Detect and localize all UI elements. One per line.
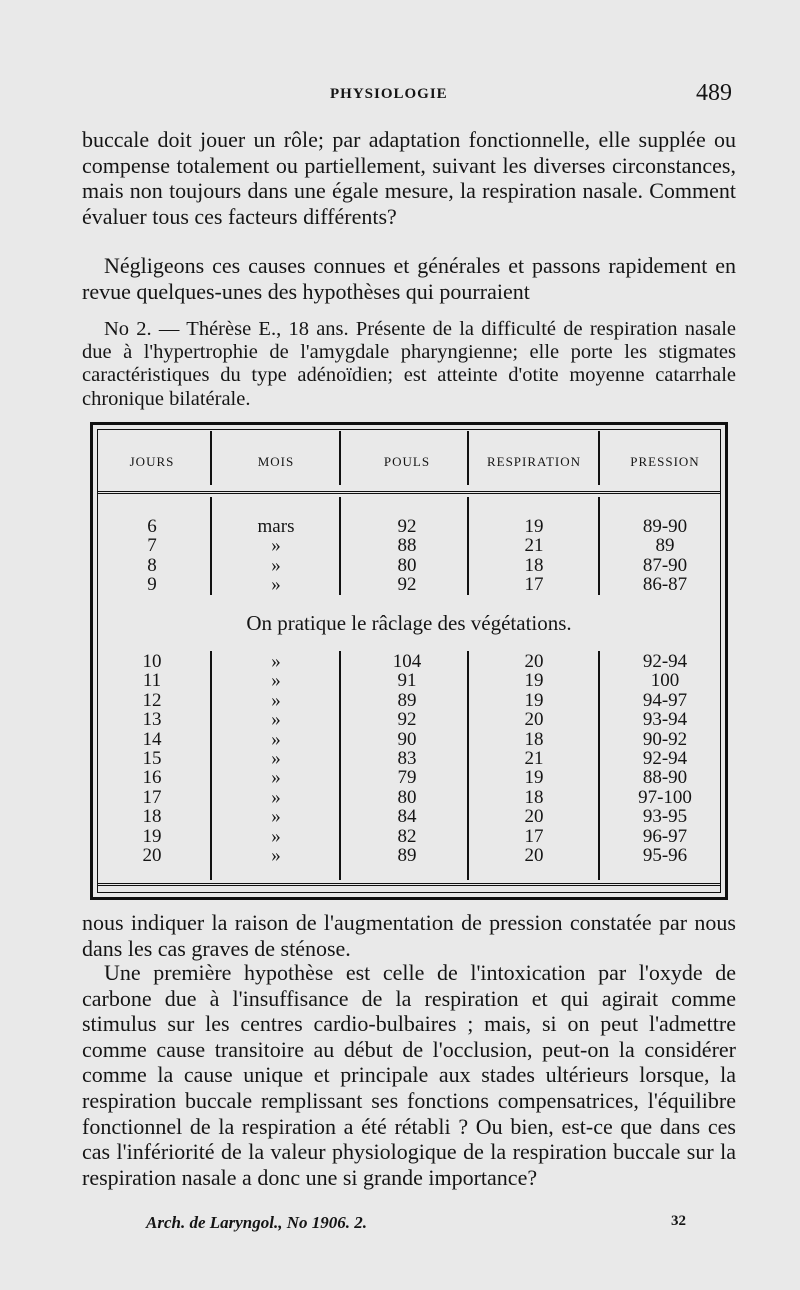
bottom-rule <box>97 883 721 886</box>
cell-jours: 9 <box>147 574 157 596</box>
cell-respiration: 21 <box>524 535 544 557</box>
cell-jours: 10 <box>142 651 162 672</box>
paragraph-1: buccale doit jouer un rôle; par adaptation fonctionnelle, elle supplée ou compense totalement ou partiellement, suivant les diverses circonstances, mais non toujours dans une égale mesure, la respiration nasale. Comment évaluer tous ces facteurs différents? <box>82 127 736 229</box>
header-rule <box>97 491 721 494</box>
column-separator <box>467 651 469 880</box>
cell-mois: » <box>271 554 281 576</box>
cell-mois: » <box>271 748 281 769</box>
column-separator <box>467 497 469 595</box>
cell-jours: 20 <box>142 845 162 866</box>
cell-jours: 16 <box>142 767 162 789</box>
cell-pouls: 92 <box>397 709 417 731</box>
cell-pouls: 84 <box>397 806 417 828</box>
paragraph-5: Une première hypothèse est celle de l'intoxication par l'oxyde de carbone due à l'insuffisance de la respiration et qui agirait comme stimulus sur les centres cardio-bulbaires ; mais, si on peut l'admettre comme cause transitoire au début de l'occlusion, peut-on la considérer comme la cause unique et principale aux stades ultérieurs lorsque, la respiration buccale remplissant ses fonctions compensatrices, l'équilibre fonctionnel de la respiration a été rétabli ? Ou bien, est-ce que dans ces cas l'infériorité de la valeur physiologique de la respiration buccale sur la respiration nasale a donc une si grande importance? <box>82 960 736 1190</box>
cell-respiration: 19 <box>524 516 544 537</box>
cell-mois: » <box>271 535 281 557</box>
cell-respiration: 20 <box>524 806 544 828</box>
cell-pouls: 83 <box>397 748 417 769</box>
cell-respiration: 19 <box>524 689 544 711</box>
cell-mois: » <box>271 709 281 731</box>
cell-pouls: 104 <box>392 651 422 672</box>
cell-mois: » <box>271 845 281 866</box>
column-separator <box>598 497 600 595</box>
cell-jours: 6 <box>147 516 157 537</box>
header-pouls: POULS <box>383 454 431 469</box>
cell-jours: 12 <box>142 689 162 711</box>
cell-mois: » <box>271 767 281 789</box>
cell-pouls: 89 <box>397 689 417 711</box>
cell-jours: 11 <box>142 670 162 692</box>
cell-pression: 90-92 <box>642 728 688 750</box>
cell-pression: 96-97 <box>642 825 688 847</box>
cell-pression: 93-95 <box>642 806 688 828</box>
column-separator <box>598 651 600 880</box>
cell-respiration: 17 <box>524 574 544 596</box>
cell-pression: 100 <box>650 670 680 692</box>
paragraph-4: nous indiquer la raison de l'augmentation de pression constatée par nous dans les cas graves de sténose. <box>82 910 736 961</box>
cell-pression: 86-87 <box>642 574 688 596</box>
data-table <box>90 422 728 900</box>
cell-mois: » <box>271 670 281 692</box>
cell-mois: mars <box>257 516 295 537</box>
column-separator <box>339 431 341 485</box>
column-separator <box>467 431 469 485</box>
cell-pouls: 80 <box>397 786 417 808</box>
column-separator <box>210 431 212 485</box>
running-header <box>82 80 732 110</box>
cell-respiration: 21 <box>524 748 544 769</box>
cell-pression: 89 <box>655 535 675 557</box>
cell-respiration: 19 <box>524 767 544 789</box>
cell-pression: 92-94 <box>642 651 688 672</box>
paragraph-2: Négligeons ces causes connues et générales et passons rapidement en revue quelques-unes des hypothèses qui pourraient <box>82 253 736 304</box>
page-number: 489 <box>696 80 732 106</box>
cell-mois: » <box>271 651 281 672</box>
column-separator <box>598 431 600 485</box>
cell-jours: 18 <box>142 806 162 828</box>
cell-pouls: 92 <box>397 574 417 596</box>
cell-respiration: 20 <box>524 845 544 866</box>
header-respiration: RESPIRATION <box>486 454 582 469</box>
cell-mois: » <box>271 574 281 596</box>
cell-pouls: 89 <box>397 845 417 866</box>
cell-jours: 7 <box>147 535 157 557</box>
cell-pression: 88-90 <box>642 767 688 789</box>
cell-jours: 19 <box>142 825 162 847</box>
cell-pouls: 82 <box>397 825 417 847</box>
cell-respiration: 18 <box>524 554 544 576</box>
cell-pression: 97-100 <box>638 786 692 808</box>
cell-pouls: 90 <box>397 728 417 750</box>
cell-jours: 17 <box>142 786 162 808</box>
cell-pression: 89-90 <box>642 516 688 537</box>
cell-mois: » <box>271 728 281 750</box>
cell-pression: 87-90 <box>642 554 688 576</box>
header-mois: MOIS <box>257 454 295 469</box>
cell-pouls: 80 <box>397 554 417 576</box>
column-separator <box>339 497 341 595</box>
journal-reference: Arch. de Laryngol., No 1906. 2. <box>146 1213 367 1232</box>
cell-respiration: 17 <box>524 825 544 847</box>
running-title: PHYSIOLOGIE <box>330 86 448 102</box>
cell-pression: 95-96 <box>642 845 688 866</box>
cell-pression: 94-97 <box>642 689 688 711</box>
cell-respiration: 20 <box>524 651 544 672</box>
cell-pouls: 92 <box>397 516 417 537</box>
header-jours: JOURS <box>129 454 175 469</box>
cell-mois: » <box>271 689 281 711</box>
cell-pouls: 88 <box>397 535 417 557</box>
cell-respiration: 20 <box>524 709 544 731</box>
cell-jours: 14 <box>142 728 162 750</box>
cell-mois: » <box>271 806 281 828</box>
case-description: No 2. — Thérèse E., 18 ans. Présente de la difficulté de respiration nasale due à l'hypertrophie de l'amygdale pharyngienne; elle porte les stigmates caractéristiques du type adénoïdien; est atteinte d'otite moyenne catarrhale chronique bilatérale. <box>82 318 736 410</box>
cell-pouls: 79 <box>397 767 417 789</box>
signature-mark: 32 <box>671 1213 686 1229</box>
cell-pression: 93-94 <box>642 709 688 731</box>
table-note: On pratique le râclage des végétations. <box>246 611 572 635</box>
column-separator <box>339 651 341 880</box>
header-pression: PRESSION <box>630 454 700 469</box>
cell-pression: 92-94 <box>642 748 688 769</box>
cell-mois: » <box>271 786 281 808</box>
cell-respiration: 18 <box>524 786 544 808</box>
cell-respiration: 19 <box>524 670 544 692</box>
page-footer <box>146 1213 736 1237</box>
cell-pouls: 91 <box>397 670 417 692</box>
cell-respiration: 18 <box>524 728 544 750</box>
cell-jours: 15 <box>142 748 162 769</box>
cell-jours: 8 <box>147 554 157 576</box>
cell-jours: 13 <box>142 709 162 731</box>
cell-mois: » <box>271 825 281 847</box>
